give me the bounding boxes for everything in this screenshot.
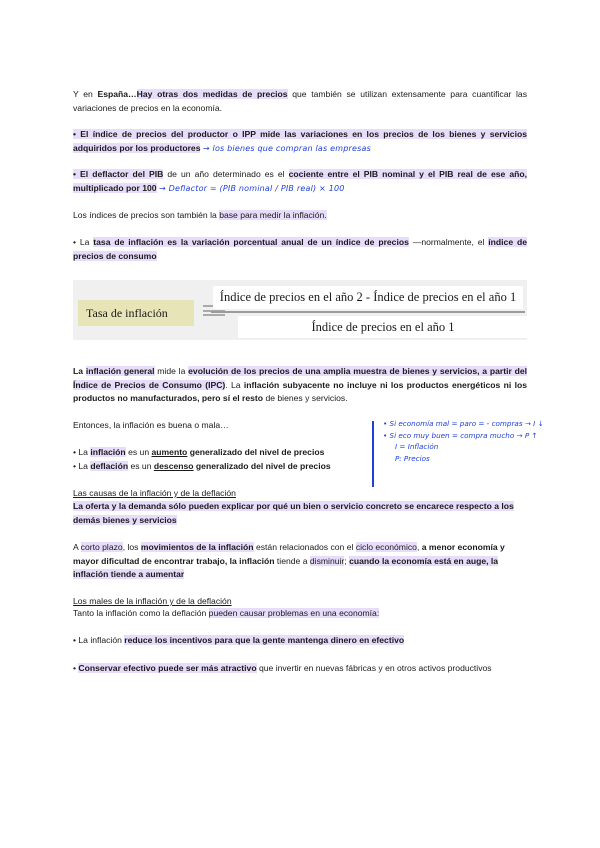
text-bold: inflación subyacente no incluye ni los productos energéticos ni los productos no manufacturados, pero sí el resto: [73, 379, 527, 403]
handwritten-note: → los bienes que compran las empresas: [202, 143, 371, 153]
heading-males: Los males de la inflación y de la deflación: [73, 596, 232, 606]
text: mide la: [154, 366, 189, 376]
text: que también se utilizan extensamente para cuantificar las variaciones de precios en la economía.: [73, 89, 527, 113]
note-line: P: Precios: [395, 453, 430, 463]
text-highlight: movimientos de la inflación: [140, 542, 254, 552]
note-line: • Si eco muy buen = compra mucho → P ↑: [383, 430, 538, 440]
paragraph-question: Entonces, la inflación es buena o mala…: [73, 420, 229, 430]
text: de bienes y servicios.: [263, 393, 348, 403]
text-bold: a menor economía y mayor dificultad de encontrar trabajo, la inflación: [73, 542, 505, 566]
paragraph-oferta: [73, 500, 527, 527]
formula-image: [73, 280, 527, 340]
text-bold: La: [73, 366, 86, 376]
note-line: • Si economía mal = paro = - compras → I ↓: [383, 419, 544, 428]
formula-label: Tasa de inflación: [78, 300, 194, 326]
text: Tanto la inflación como la deflación: [73, 608, 209, 618]
paragraph-corto-plazo: [73, 541, 527, 582]
text-highlight: • El deflactor del PIB: [73, 169, 164, 179]
text: Y en: [73, 89, 98, 99]
paragraph-tasa: [73, 236, 527, 263]
text: —normalmente, el: [408, 237, 489, 247]
handwritten-divider: [372, 421, 374, 487]
text: A: [73, 542, 81, 552]
text: ,: [416, 542, 422, 552]
text-highlight: pueden causar problemas en una economía:: [208, 608, 380, 618]
bullet-deflacion: [73, 460, 368, 474]
text-highlight: Hay otras dos medidas de precios: [136, 89, 288, 99]
text-highlight: índice de precios de consumo: [73, 237, 527, 261]
paragraph-problemas: [73, 607, 527, 621]
bullet-incentivos: [73, 634, 527, 648]
paragraph-ipc: [73, 365, 527, 406]
text: • La: [73, 461, 91, 471]
text: es un: [128, 461, 154, 471]
text: ;: [344, 555, 350, 566]
formula-denominator: Índice de precios en el año 1: [238, 316, 528, 338]
text: . La: [225, 379, 244, 390]
text-bold: generalizado del nivel de precios: [193, 461, 331, 471]
text-bold: España…: [97, 89, 137, 99]
text-underline: aumento: [151, 447, 188, 457]
bullet-inflacion: [73, 446, 368, 460]
text-highlight: disminuir: [309, 555, 345, 566]
text-highlight: La oferta y la demanda sólo pueden explicar por qué un bien o servicio concreto se encarece respecto a los demás bienes y servicios: [73, 501, 514, 525]
text-highlight: deflación: [90, 461, 129, 471]
paragraph-deflactor: [73, 168, 527, 195]
text: que invertir en nuevas fábricas y en otros activos productivos: [256, 663, 492, 673]
text-highlight: Conservar efectivo puede ser más atractivo: [78, 663, 257, 673]
text-highlight: cuando la economía está en auge, la inflación tiende a aumentar: [73, 555, 499, 579]
text-highlight: inflación: [90, 447, 126, 457]
formula-numerator: Índice de precios en el año 2 - Índice de precios en el año 1: [213, 286, 523, 309]
text-highlight: tasa de inflación es la variación porcentual anual de un índice de precios: [93, 237, 409, 247]
note-line: I = Inflación: [395, 442, 439, 451]
text-highlight: base para medir la inflación.: [219, 210, 327, 220]
text: •: [73, 663, 79, 673]
text: tiende a: [274, 555, 310, 566]
text-underline: descenso: [153, 461, 194, 471]
text-highlight: • El índice de precios del productor o IPP mide las variaciones en los precios de los bienes y servicios adquiridos por los productores: [73, 129, 527, 153]
text-highlight: reduce los incentivos para que la gente mantenga dinero en efectivo: [124, 635, 405, 645]
paragraph-intro: [73, 88, 527, 115]
bullet-efectivo: [73, 662, 527, 676]
paragraph-base: [73, 209, 527, 223]
text: están relacionados con el: [253, 542, 356, 552]
heading-causas: Las causas de la inflación y de la deflación: [73, 488, 236, 498]
text: , los: [122, 542, 141, 552]
text: • La: [73, 447, 91, 457]
text-highlight: evolución de los precios de una amplia muestra de bienes y servicios, a partir del Índice de Precios de Consumo (IPC): [73, 366, 527, 390]
handwritten-notes: [383, 418, 583, 464]
fraction-line: [211, 311, 525, 313]
handwritten-note: → Deflactor = (PIB nominal / PIB real) × 100: [158, 183, 345, 193]
text: es un: [125, 447, 152, 457]
text: • La inflación: [73, 635, 125, 645]
text-highlight: ciclo económico: [355, 542, 417, 552]
paragraph-ipp: [73, 128, 527, 155]
text-highlight: cociente entre el PIB nominal y el PIB real de ese año, multiplicado por 100: [73, 169, 527, 193]
text-highlight: corto plazo: [80, 542, 123, 552]
text-highlight: inflación general: [85, 366, 155, 376]
text-bold: generalizado del nivel de precios: [187, 447, 325, 457]
text: Los índices de precios son también la: [73, 210, 220, 220]
text: de un año determinado es el: [163, 169, 289, 179]
text: • La: [73, 237, 94, 247]
